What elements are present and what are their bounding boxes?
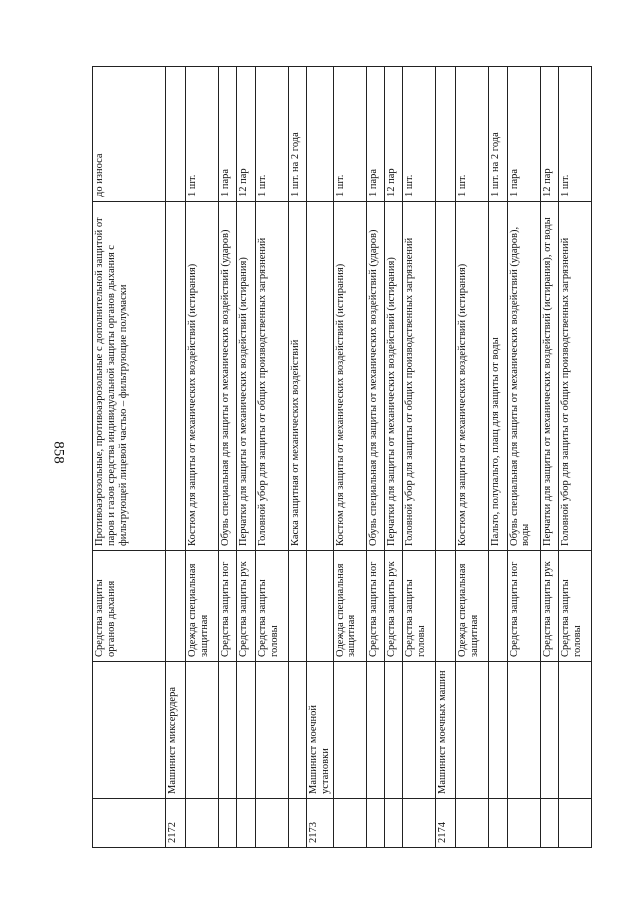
ppe-item: Костюм для защиты от механических воздействий (истирания) (333, 202, 366, 551)
cell-category: Средства защиты органов дыхания (93, 551, 166, 662)
cell-category (166, 551, 186, 662)
cell-code (288, 799, 306, 848)
continuation-row (93, 67, 166, 848)
cell-norm (436, 67, 456, 202)
table-row (456, 67, 489, 848)
ppe-category: Средства защиты рук (540, 551, 558, 662)
table-row (219, 67, 237, 848)
profession-name: Машинист миксерудера (166, 662, 186, 799)
cell-code (489, 799, 507, 848)
cell-code (366, 799, 384, 848)
ppe-norm: 1 шт. (186, 67, 219, 202)
cell-profession (333, 662, 366, 799)
cell-profession (186, 662, 219, 799)
cell-code (186, 799, 219, 848)
rotated-table-wrapper (92, 67, 592, 848)
ppe-category: Одежда специальная защитная (456, 551, 489, 662)
ppe-norm: 12 пар (384, 67, 402, 202)
ppe-category: Одежда специальная защитная (333, 551, 366, 662)
table-row (384, 67, 402, 848)
cell-profession (93, 662, 166, 799)
profession-code: 2174 (436, 799, 456, 848)
ppe-norm: 12 пар (237, 67, 255, 202)
cell-item (436, 202, 456, 551)
ppe-category: Средства защиты головы (255, 551, 288, 662)
cell-profession (540, 662, 558, 799)
ppe-norm: 1 пара (219, 67, 237, 202)
ppe-category: Одежда специальная защитная (186, 551, 219, 662)
ppe-category: Средства защиты ног (507, 551, 540, 662)
ppe-category: Средства защиты ног (366, 551, 384, 662)
cell-category (436, 551, 456, 662)
ppe-norms-table (92, 66, 592, 848)
ppe-item: Перчатки для защиты от механических воздействий (истирания) (384, 202, 402, 551)
ppe-category: Средства защиты ног (219, 551, 237, 662)
cell-code (237, 799, 255, 848)
cell-norm (166, 67, 186, 202)
page-number: 858 (50, 441, 67, 464)
ppe-category: Средства защиты головы (558, 551, 591, 662)
cell-code (558, 799, 591, 848)
ppe-norm: 1 шт. (558, 67, 591, 202)
ppe-norm: 1 пара (507, 67, 540, 202)
table-row (540, 67, 558, 848)
cell-norm: до износа (93, 67, 166, 202)
ppe-norm: 1 шт. (333, 67, 366, 202)
ppe-norm: 1 шт. (456, 67, 489, 202)
cell-code (219, 799, 237, 848)
ppe-category: Средства защиты рук (237, 551, 255, 662)
cell-code (333, 799, 366, 848)
ppe-item: Костюм для защиты от механических воздействий (истирания) (456, 202, 489, 551)
ppe-norm: 1 шт. на 2 года (489, 67, 507, 202)
ppe-norm: 12 пар (540, 67, 558, 202)
profession-name: Машинист моечных машин (436, 662, 456, 799)
cell-profession (456, 662, 489, 799)
table-row (237, 67, 255, 848)
cell-code (456, 799, 489, 848)
profession-name: Машинист моечной установки (307, 662, 334, 799)
table-body (166, 67, 592, 848)
ppe-category: Средства защиты рук (384, 551, 402, 662)
cell-code (507, 799, 540, 848)
cell-code (403, 799, 436, 848)
cell-profession (489, 662, 507, 799)
cell-profession (384, 662, 402, 799)
profession-row (307, 67, 334, 848)
profession-row (166, 67, 186, 848)
ppe-item: Костюм для защиты от механических воздействий (истирания) (186, 202, 219, 551)
ppe-category (288, 551, 306, 662)
cell-profession (507, 662, 540, 799)
cell-profession (366, 662, 384, 799)
ppe-item: Головной убор для защиты от общих производственных загрязнений (558, 202, 591, 551)
ppe-item: Перчатки для защиты от механических воздействий (истирания) (237, 202, 255, 551)
ppe-norm: 1 пара (366, 67, 384, 202)
ppe-norm: 1 шт. на 2 года (288, 67, 306, 202)
table-row (186, 67, 219, 848)
ppe-item: Обувь специальная для защиты от механических воздействий (ударов), воды (507, 202, 540, 551)
ppe-item: Перчатки для защиты от механических воздействий (истирания), от воды (540, 202, 558, 551)
ppe-item: Пальто, полупальто, плащ для защиты от воды (489, 202, 507, 551)
cell-item (307, 202, 334, 551)
ppe-category: Средства защиты головы (403, 551, 436, 662)
cell-item: Противоаэрозольные, противоаэрозольные с дополнительной защитой от паров и газов средства индивидуальной защиты органов дыхания с фильтрующей лицевой частью – фильтрующие полумаски (93, 202, 166, 551)
ppe-item: Головной убор для защиты от общих производственных загрязнений (255, 202, 288, 551)
table-row (288, 67, 306, 848)
ppe-item: Обувь специальная для защиты от механических воздействий (ударов) (366, 202, 384, 551)
cell-profession (219, 662, 237, 799)
cell-item (166, 202, 186, 551)
profession-code: 2172 (166, 799, 186, 848)
profession-code: 2173 (307, 799, 334, 848)
cell-norm (307, 67, 334, 202)
table-row (366, 67, 384, 848)
cell-category (307, 551, 334, 662)
cell-profession (237, 662, 255, 799)
ppe-item: Обувь специальная для защиты от механических воздействий (ударов) (219, 202, 237, 551)
ppe-norm: 1 шт. (255, 67, 288, 202)
cell-code (540, 799, 558, 848)
ppe-category (489, 551, 507, 662)
cell-code (384, 799, 402, 848)
table-row (558, 67, 591, 848)
cell-profession (403, 662, 436, 799)
cell-profession (288, 662, 306, 799)
cell-code (255, 799, 288, 848)
table-row (255, 67, 288, 848)
ppe-norm: 1 шт. (403, 67, 436, 202)
ppe-item: Головной убор для защиты от общих производственных загрязнений (403, 202, 436, 551)
cell-profession (255, 662, 288, 799)
table-row (489, 67, 507, 848)
ppe-item: Каска защитная от механических воздействий (288, 202, 306, 551)
table-row (403, 67, 436, 848)
cell-profession (558, 662, 591, 799)
table-row (333, 67, 366, 848)
cell-code (93, 799, 166, 848)
table-row (507, 67, 540, 848)
profession-row (436, 67, 456, 848)
